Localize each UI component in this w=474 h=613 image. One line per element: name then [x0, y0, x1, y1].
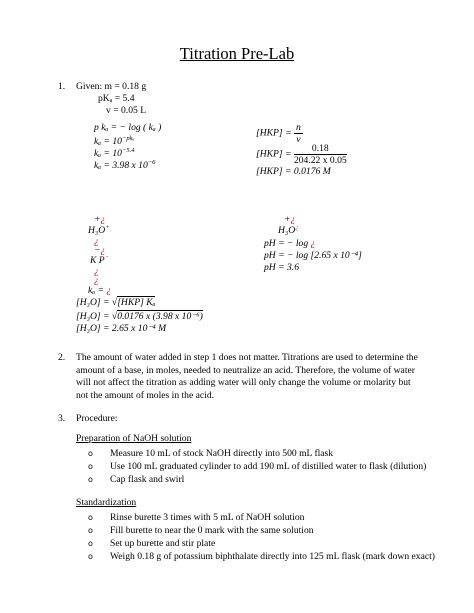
procedure-label: Procedure:	[76, 413, 118, 424]
bullet-icon: o	[88, 462, 93, 471]
ka-exponent-form: $k_a = 10^{-pk_a}$	[94, 134, 135, 147]
right-h3o: H₃O¿	[278, 223, 299, 236]
prep-item-3: o Cap flask and swirl	[88, 474, 185, 485]
prep-item-1: o Measure 10 mL of stock NaOH directly into 500 mL flask	[88, 448, 334, 459]
left-red-mark-5: ¿	[94, 275, 99, 286]
left-red-mark-4: ¿	[94, 266, 99, 277]
h3o-result: [H₃O] = 2.65 x 10⁻⁴ M	[76, 323, 167, 334]
left-h3o: H₃O+	[88, 223, 110, 236]
given-mass: Given: m = 0.18 g	[76, 81, 147, 92]
prep-heading: Preparation of NaOH solution	[76, 433, 192, 444]
h3o-sqrt-substitution: [H₃O] = √0.0176 x (3.98 x 10⁻⁶)	[76, 311, 203, 322]
section-number-3: 3.	[58, 413, 66, 424]
ph-formula: pH = − log ¿	[264, 238, 316, 249]
bullet-icon: o	[88, 539, 93, 548]
left-kp: K P−	[90, 253, 110, 266]
std-item-1: o Rinse burette 3 times with 5 mL of NaOH solution	[88, 512, 305, 523]
std-item-4: o Weigh 0.18 g of potassium biphthalate directly into 125 mL flask (mark down exact)	[88, 551, 435, 562]
bullet-icon: o	[88, 552, 93, 561]
ka-equals: kₐ = ¿	[88, 285, 112, 296]
left-minus-marker: −¿	[94, 245, 106, 256]
page-title: Titration Pre-Lab	[179, 44, 295, 63]
bullet-icon: o	[88, 475, 93, 484]
bullet-icon: o	[88, 526, 93, 535]
bullet-icon: o	[88, 513, 93, 522]
hkp-result: [HKP] = 0.0176 M	[256, 166, 331, 177]
left-plus-marker: +¿	[94, 214, 106, 225]
left-red-mark-2: ¿	[94, 236, 99, 247]
ph-substitution: pH = − log [2.65 x 10⁻⁴]	[264, 250, 362, 261]
right-plus-marker: +¿	[284, 214, 296, 225]
section-number-2: 2.	[58, 352, 66, 363]
ka-value: kₐ = 3.98 x $10^{-6}$	[94, 158, 156, 171]
prep-item-2: o Use 100 mL graduated cylinder to add 190 mL of distilled water to flask (dilution)	[88, 461, 427, 472]
pka-definition: p kₐ = − log ( kₐ )	[94, 122, 162, 133]
given-pka: pKₐ = 5.4	[98, 93, 135, 104]
h3o-sqrt-formula: [H₃O] = √[HKP] Kₐ	[76, 297, 156, 308]
hkp-formula: [HKP] = $\frac{n}{v}$	[256, 122, 301, 145]
given-volume: v = 0.05 L	[106, 105, 147, 116]
std-item-2: o Fill burette to near the 0 mark with the same solution	[88, 525, 314, 536]
ph-result: pH = 3.6	[264, 262, 299, 273]
section-number-1: 1.	[58, 81, 66, 92]
std-heading: Standardization	[76, 497, 137, 508]
hkp-substitution: [HKP] = $\frac{0.18}{204.22 x 0.05}$	[256, 143, 347, 166]
std-item-3: o Set up burette and stir plate	[88, 538, 216, 549]
bullet-icon: o	[88, 449, 93, 458]
section-2-paragraph: The amount of water added in step 1 does not matter. Titrations are used to determine the amount of a base, in moles, needed to neutralize an acid. Therefore, the volume of water will not affect the titration as adding water will only change the volume or molarity but not the amount of moles in the acid.	[76, 352, 418, 401]
ka-numeric-power: $k_a = 10^{-5.4}$	[94, 146, 135, 159]
